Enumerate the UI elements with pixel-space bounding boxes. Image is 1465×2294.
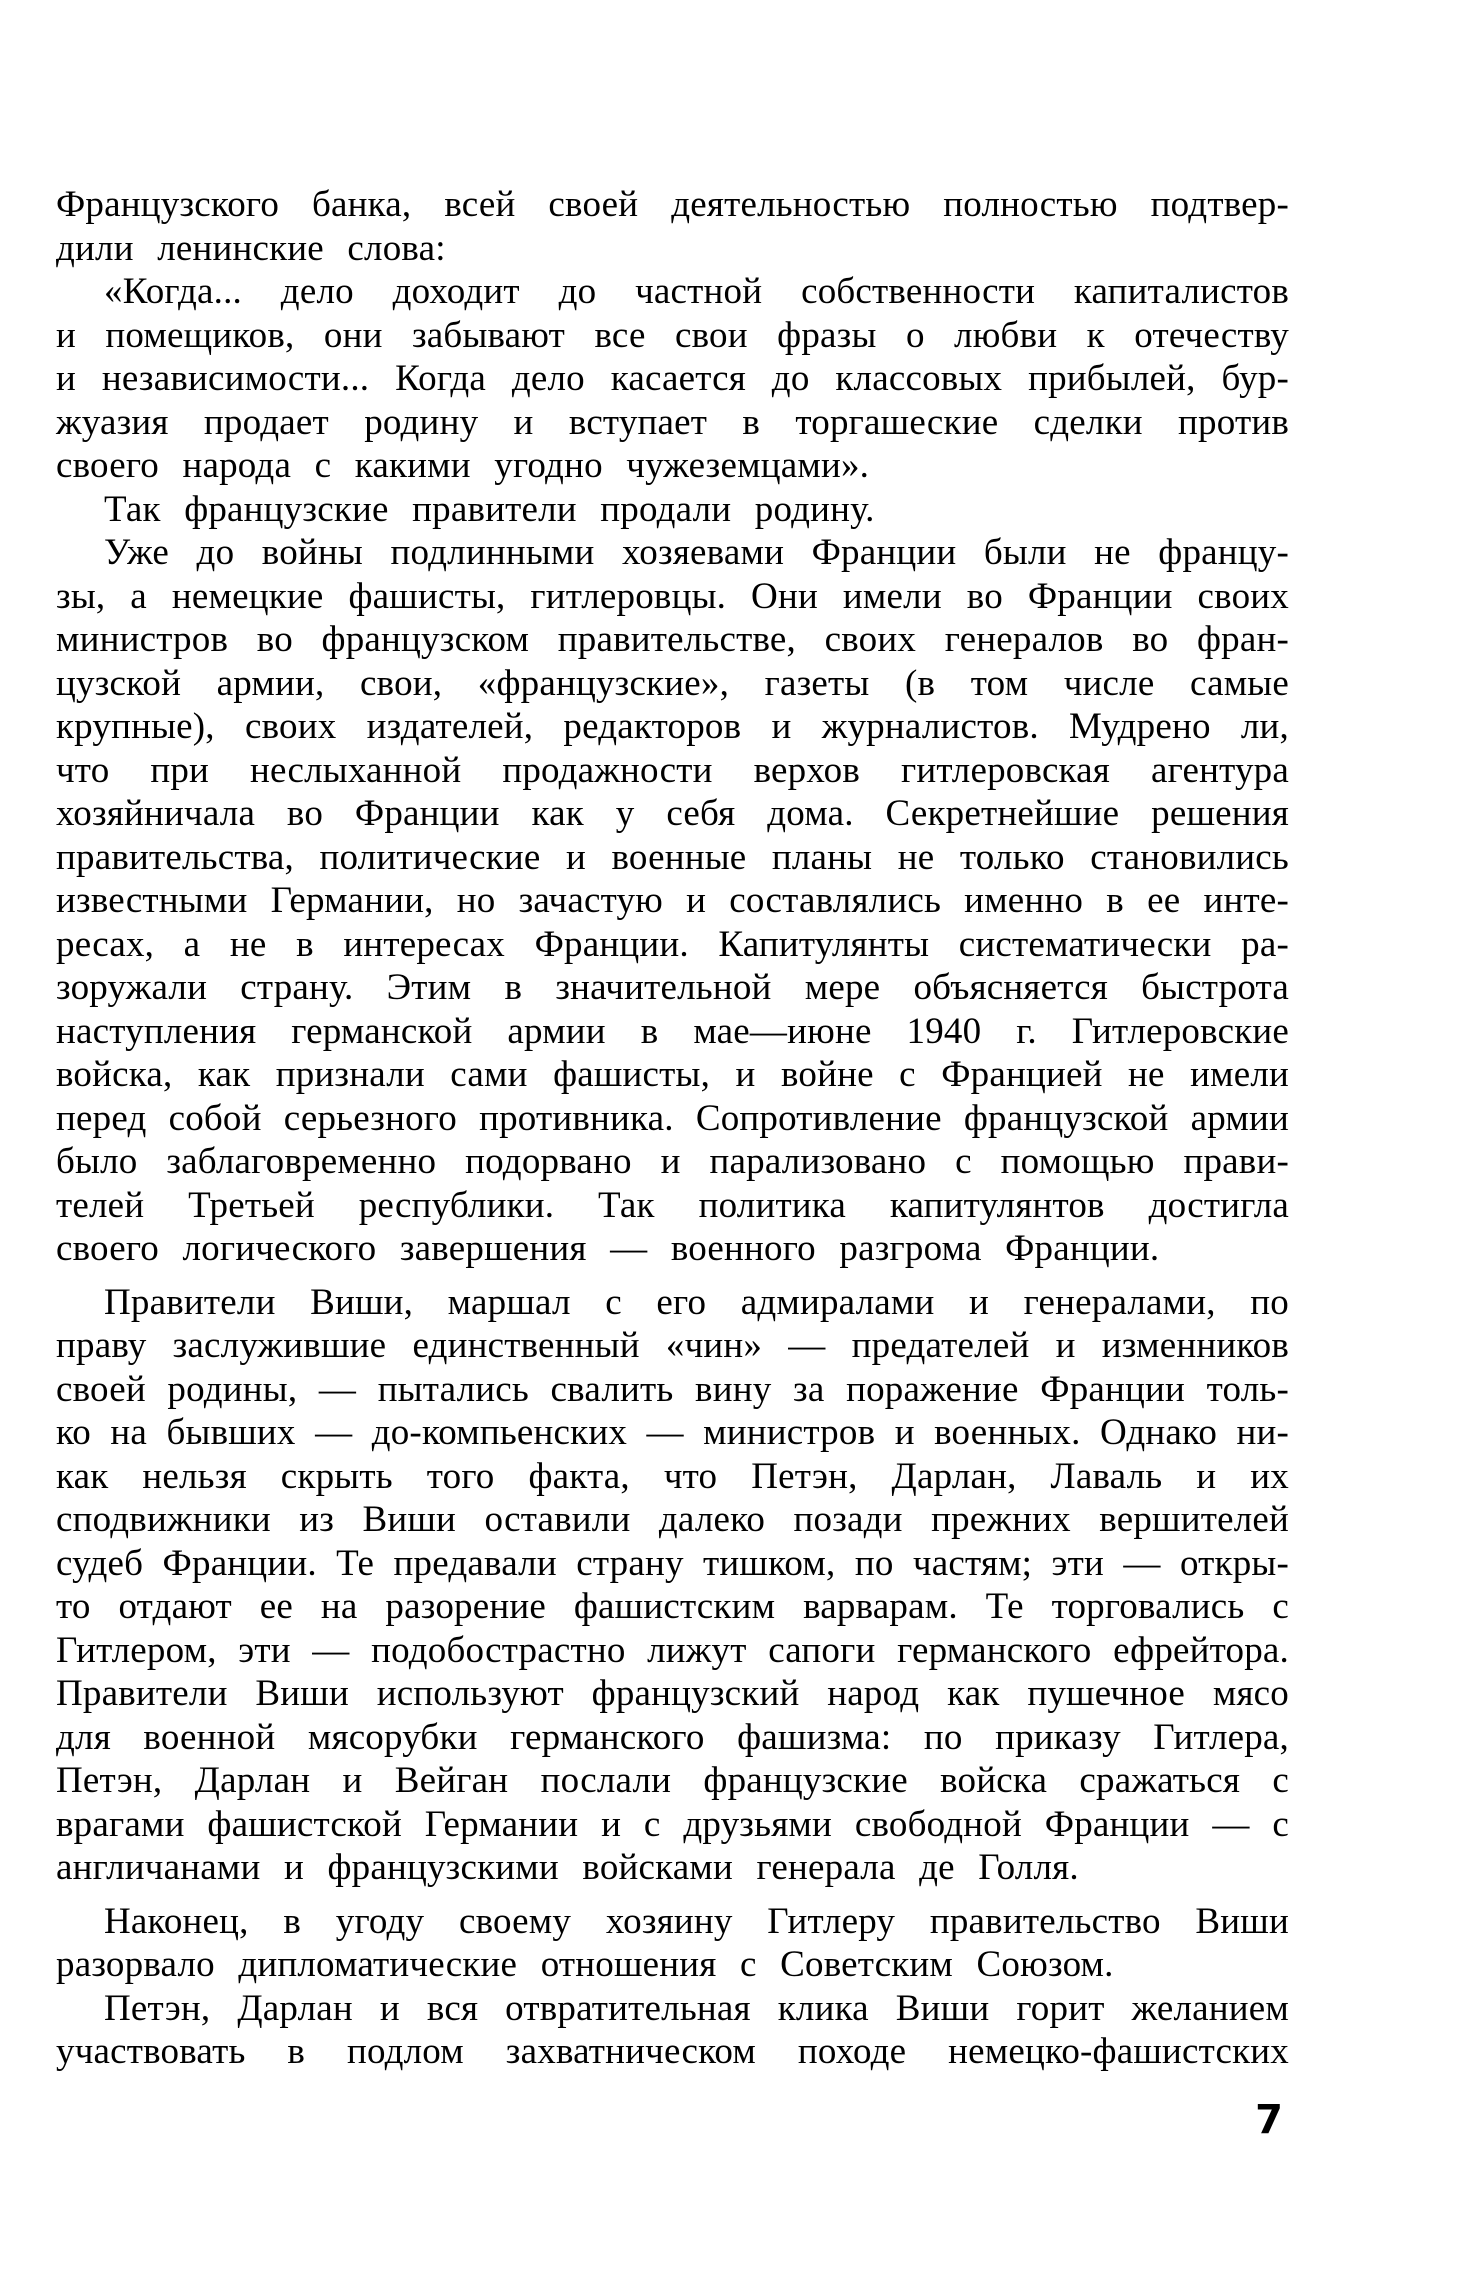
text-line: праву заслужившие единственный «чин» — предателей и изменников [56,1325,1289,1366]
paragraph [56,270,1289,488]
text-line: Так французские правители продали родину. [104,488,875,530]
text-line: Правители Виши используют французский народ как пушечное мясо [56,1673,1289,1714]
paragraph [56,531,1289,1271]
text-line: хозяйничала во Франции как у себя дома. Секретнейшие решения [56,793,1289,834]
text-line: участвовать в подлом захватническом походе немецко-фашистских [56,2031,1289,2072]
text-line: и независимости... Когда дело касается до классовых прибылей, бур- [56,358,1289,399]
text-line: ресах, а не в интересах Франции. Капитулянты систематически ра- [56,923,1289,965]
text-line: Петэн, Дарлан и Вейган послали французские войска сражаться с [56,1760,1289,1801]
text-block [56,183,1289,2074]
text-line: Гитлером, эти — подобострастно лижут сапоги германского ефрейтора. [56,1629,1289,1671]
text-line: войска, как признали сами фашисты, и войне с Францией не имели [56,1054,1289,1095]
text-line: министров во французском правительстве, своих генералов во фран- [56,619,1289,660]
paragraph [56,1987,1289,2074]
text-line: жуазия продает родину и вступает в торгашеские сделки против [56,401,1289,443]
text-line: и помещиков, они забывают все свои фразы о любви к отечеству [56,314,1289,356]
text-line: Правители Виши, маршал с его адмиралами и генералами, по [104,1281,1289,1323]
text-line: судеб Франции. Те предавали страну тишком, по частям; эти — откры- [56,1542,1289,1584]
text-line: известными Германии, но зачастую и составлялись именно в ее инте- [56,880,1289,921]
text-line: то отдают ее на разорение фашистским варварам. Те торговались с [56,1586,1289,1627]
text-line: своей родины, — пытались свалить вину за поражение Франции толь- [56,1368,1289,1410]
paragraph [56,1900,1289,1987]
text-line: правительства, политические и военные планы не только становились [56,836,1289,878]
text-line: цузской армии, свои, «французские», газеты (в том числе самые [56,662,1289,704]
text-line: врагами фашистской Германии и с друзьями свободной Франции — с [56,1803,1289,1845]
paragraph [56,488,1289,532]
paragraph [56,183,1289,270]
text-line: зоружали страну. Этим в значительной мере объясняется быстрота [56,967,1289,1008]
text-line: Уже до войны подлинными хозяевами Франции были не францу- [104,532,1289,573]
text-line: разорвало дипломатические отношения с Советским Союзом. [56,1944,1114,1985]
text-line: ко на бывших — до-компьенских — министров и военных. Однако ни- [56,1412,1289,1453]
text-line: своего логического завершения — военного разгрома Франции. [56,1228,1160,1269]
text-line: своего народа с какими угодно чужеземцами». [56,445,870,486]
text-line: крупные), своих издателей, редакторов и журналистов. Мудрено ли, [56,706,1289,747]
text-line: было заблаговременно подорвано и парализовано с помощью прави- [56,1141,1289,1182]
text-line: телей Третьей республики. Так политика капитулянтов достигла [56,1184,1289,1226]
paragraph [56,1281,1289,1890]
text-line: зы, а немецкие фашисты, гитлеровцы. Они имели во Франции своих [56,575,1289,617]
page-number: 7 [1255,2097,1283,2143]
text-line: перед собой серьезного противника. Сопротивление французской армии [56,1097,1289,1139]
text-line: Наконец, в угоду своему хозяину Гитлеру правительство Виши [104,1900,1289,1942]
text-line: Петэн, Дарлан и вся отвратительная клика Виши горит желанием [104,1987,1289,2029]
text-line: что при неслыханной продажности верхов гитлеровская агентура [56,749,1289,791]
text-line: для военной мясорубки германского фашизма: по приказу Гитлера, [56,1716,1289,1758]
text-line: дили ленинские слова: [56,227,446,269]
text-line: англичанами и французскими войсками генерала де Голля. [56,1847,1079,1888]
text-line: как нельзя скрыть того факта, что Петэн, Дарлан, Лаваль и их [56,1455,1289,1497]
text-line: Французского банка, всей своей деятельностью полностью подтвер- [56,184,1289,225]
text-line: сподвижники из Виши оставили далеко позади прежних вершителей [56,1499,1289,1540]
text-line: наступления германской армии в мае—июне 1940 г. Гитлеровские [56,1010,1289,1052]
text-line: «Когда... дело доходит до частной собственности капиталистов [104,271,1289,312]
